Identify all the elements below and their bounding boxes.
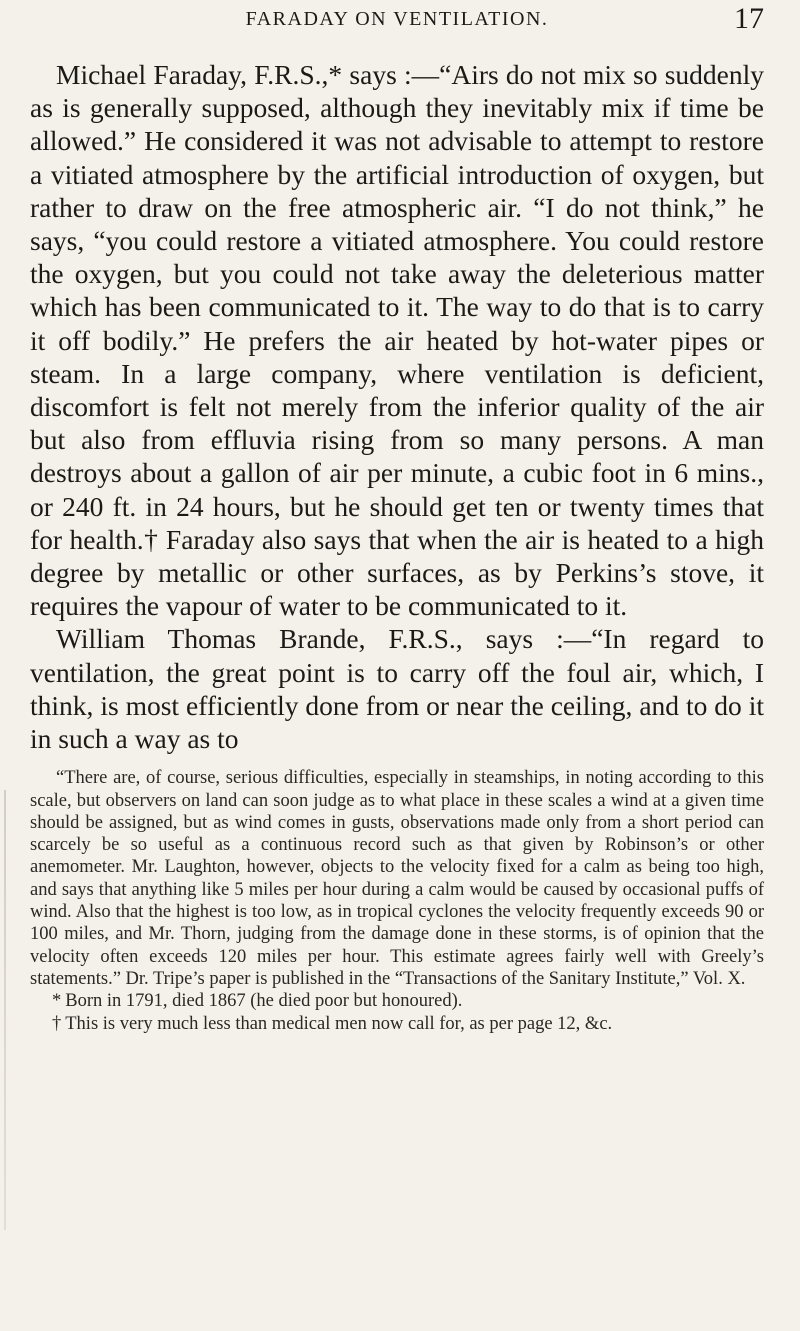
footnotes (30, 767, 764, 1035)
footnote-text: This is very much less than medical men now call for, as per page 12, &c. (65, 1013, 613, 1034)
footnote-dagger (30, 1013, 764, 1035)
paragraph-brande: William Thomas Brande, F.R.S., says :—“In regard to ventilation, the great point is to carry off the foul air, which, I think, is most efficiently done from or near the ceiling, and to do it in such a way as to (30, 623, 764, 755)
footnote-mark: * (52, 991, 62, 1012)
scan-edge-shadow (4, 790, 6, 1230)
footnote-asterisk (30, 990, 764, 1012)
footnote-mark: † (52, 1013, 62, 1034)
page-number: 17 (734, 2, 764, 35)
footnote-continued (30, 767, 764, 990)
running-title: FARADAY ON VENTILATION. (245, 8, 549, 30)
footnote-text: Born in 1791, died 1867 (he died poor but honoured). (65, 991, 463, 1012)
running-head (30, 0, 764, 58)
main-text (30, 58, 764, 755)
footnote-text: “There are, of course, serious difficulties, especially in steamships, in noting according to this scale, but observers on land can soon judge as to what place in these scales a wind at a given time should be assigned, but as wind comes in gusts, observations made only from a short period can scarcely be so useful as a continuous record such as that given by Robinson’s or other anemometer. Mr. Laughton, however, objects to the velocity fixed for a calm as being too high, and says that anything like 5 miles per hour during a calm would be caused by occasional puffs of wind. Also that the highest is too low, as in tropical cyclones the velocity frequently exceeds 90 or 100 miles, and Mr. Thorn, judging from the damage done in these storms, is of opinion that the velocity often exceeds 120 miles per hour. This estimate agrees fairly well with Greely’s statements.” Dr. Tripe’s paper is published in the “Transactions of the Sanitary Institute,” Vol. X. (30, 768, 764, 989)
paragraph-faraday: Michael Faraday, F.R.S.,* says :—“Airs do not mix so suddenly as is generally supposed, although they inevitably mix if time be allowed.” He considered it was not advisable to attempt to restore a vitiated atmosphere by the artificial introduction of oxygen, but rather to draw on the free atmospheric air. “I do not think,” he says, “you could restore a vitiated atmosphere. You could restore the oxygen, but you could not take away the deleterious matter which has been communicated to it. The way to do that is to carry it off bodily.” He prefers the air heated by hot-water pipes or steam. In a large company, where ventilation is deficient, discomfort is felt not merely from the inferior quality of the air but also from effluvia rising from so many persons. A man destroys about a gallon of air per minute, a cubic foot in 6 mins., or 240 ft. in 24 hours, but he should get ten or twenty times that for health.† Faraday also says that when the air is heated to a high degree by metallic or other surfaces, as by Perkins’s stove, it requires the vapour of water to be communicated to it. (30, 59, 764, 622)
